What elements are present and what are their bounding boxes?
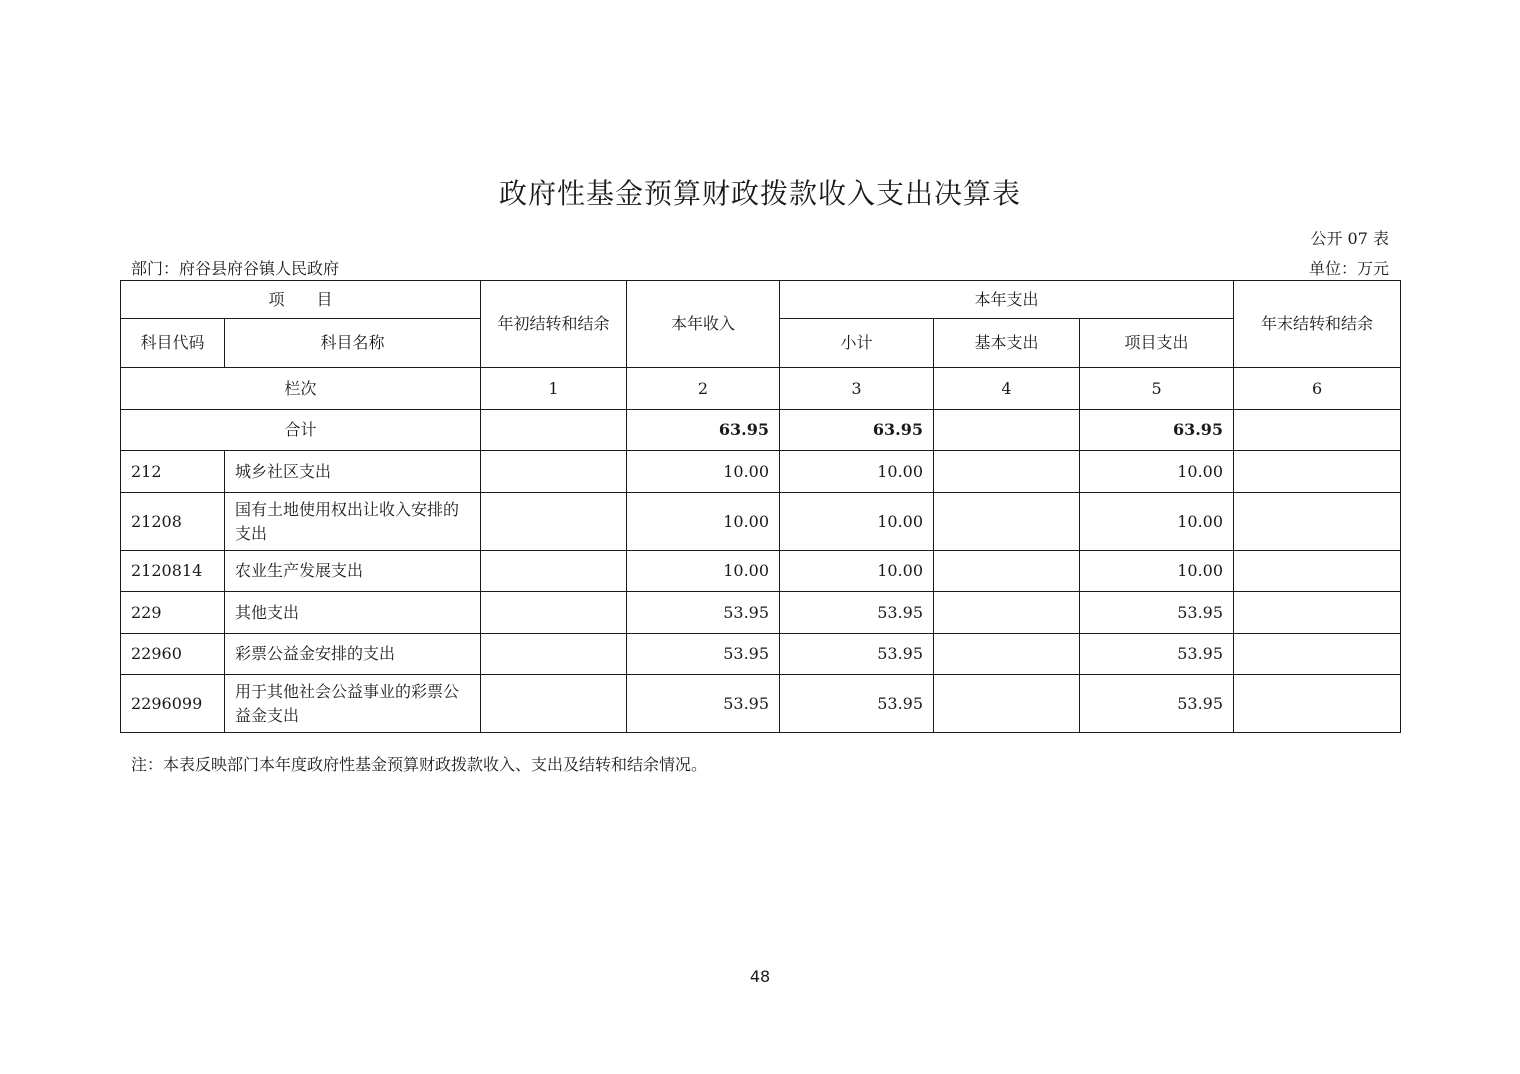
header-basic: 基本支出: [934, 319, 1080, 368]
column-6: 6: [1234, 368, 1401, 410]
unit-label: 单位：万元: [1308, 259, 1389, 278]
row-end: [1234, 675, 1401, 733]
row-begin: [481, 592, 627, 634]
budget-table: [120, 280, 1401, 733]
row-subtotal: 53.95: [780, 675, 934, 733]
row-name: 用于其他社会公益事业的彩票公益金支出: [225, 675, 481, 733]
row-begin: [481, 451, 627, 493]
column-3: 3: [780, 368, 934, 410]
header-begin-balance: 年初结转和结余: [481, 281, 627, 368]
row-end: [1234, 493, 1401, 551]
row-name: 国有土地使用权出让收入安排的支出: [225, 493, 481, 551]
row-code: 21208: [121, 493, 225, 551]
row-name: 农业生产发展支出: [225, 551, 481, 592]
row-code: 229: [121, 592, 225, 634]
row-project: 10.00: [1080, 551, 1234, 592]
table-row: [121, 493, 1401, 551]
row-name: 城乡社区支出: [225, 451, 481, 493]
header-expense: 本年支出: [780, 281, 1234, 319]
header-code: 科目代码: [121, 319, 225, 368]
total-label: 合计: [121, 410, 481, 451]
row-end: [1234, 551, 1401, 592]
column-2: 2: [627, 368, 780, 410]
row-project: 53.95: [1080, 675, 1234, 733]
row-basic: [934, 551, 1080, 592]
row-basic: [934, 634, 1080, 675]
page-number: 48: [749, 967, 771, 986]
row-subtotal: 53.95: [780, 592, 934, 634]
row-income: 10.00: [627, 451, 780, 493]
row-basic: [934, 451, 1080, 493]
total-row: [121, 410, 1401, 451]
total-end: [1234, 410, 1401, 451]
row-code: 212: [121, 451, 225, 493]
row-basic: [934, 675, 1080, 733]
row-name: 彩票公益金安排的支出: [225, 634, 481, 675]
column-number-row: [121, 368, 1401, 410]
row-code: 22960: [121, 634, 225, 675]
row-begin: [481, 493, 627, 551]
header-item: 项 目: [121, 281, 481, 319]
row-income: 10.00: [627, 493, 780, 551]
column-label: 栏次: [121, 368, 481, 410]
column-4: 4: [934, 368, 1080, 410]
row-income: 10.00: [627, 551, 780, 592]
table-row: [121, 675, 1401, 733]
row-basic: [934, 493, 1080, 551]
total-income: 63.95: [627, 410, 780, 451]
row-project: 10.00: [1080, 493, 1234, 551]
row-code: 2296099: [121, 675, 225, 733]
form-number: 公开 07 表: [1310, 229, 1389, 248]
table-note: 注：本表反映部门本年度政府性基金预算财政拨款收入、支出及结转和结余情况。: [131, 755, 708, 774]
header-row-1: [121, 281, 1401, 319]
total-basic: [934, 410, 1080, 451]
row-project: 10.00: [1080, 451, 1234, 493]
header-project: 项目支出: [1080, 319, 1234, 368]
row-begin: [481, 551, 627, 592]
header-income: 本年收入: [627, 281, 780, 368]
row-subtotal: 10.00: [780, 493, 934, 551]
total-project: 63.95: [1080, 410, 1234, 451]
row-name: 其他支出: [225, 592, 481, 634]
row-code: 2120814: [121, 551, 225, 592]
table-row: [121, 634, 1401, 675]
table-row: [121, 592, 1401, 634]
row-end: [1234, 451, 1401, 493]
row-begin: [481, 675, 627, 733]
table-row: [121, 451, 1401, 493]
row-begin: [481, 634, 627, 675]
row-income: 53.95: [627, 592, 780, 634]
row-project: 53.95: [1080, 592, 1234, 634]
row-end: [1234, 592, 1401, 634]
total-subtotal: 63.95: [780, 410, 934, 451]
column-1: 1: [481, 368, 627, 410]
row-income: 53.95: [627, 675, 780, 733]
total-begin: [481, 410, 627, 451]
table-row: [121, 551, 1401, 592]
header-end-balance: 年末结转和结余: [1234, 281, 1401, 368]
column-5: 5: [1080, 368, 1234, 410]
department-label: 部门：府谷县府谷镇人民政府: [131, 259, 340, 278]
row-subtotal: 10.00: [780, 551, 934, 592]
header-subtotal: 小计: [780, 319, 934, 368]
row-basic: [934, 592, 1080, 634]
row-subtotal: 10.00: [780, 451, 934, 493]
header-name: 科目名称: [225, 319, 481, 368]
row-subtotal: 53.95: [780, 634, 934, 675]
page-title: 政府性基金预算财政拨款收入支出决算表: [498, 177, 1021, 210]
row-end: [1234, 634, 1401, 675]
row-project: 53.95: [1080, 634, 1234, 675]
row-income: 53.95: [627, 634, 780, 675]
